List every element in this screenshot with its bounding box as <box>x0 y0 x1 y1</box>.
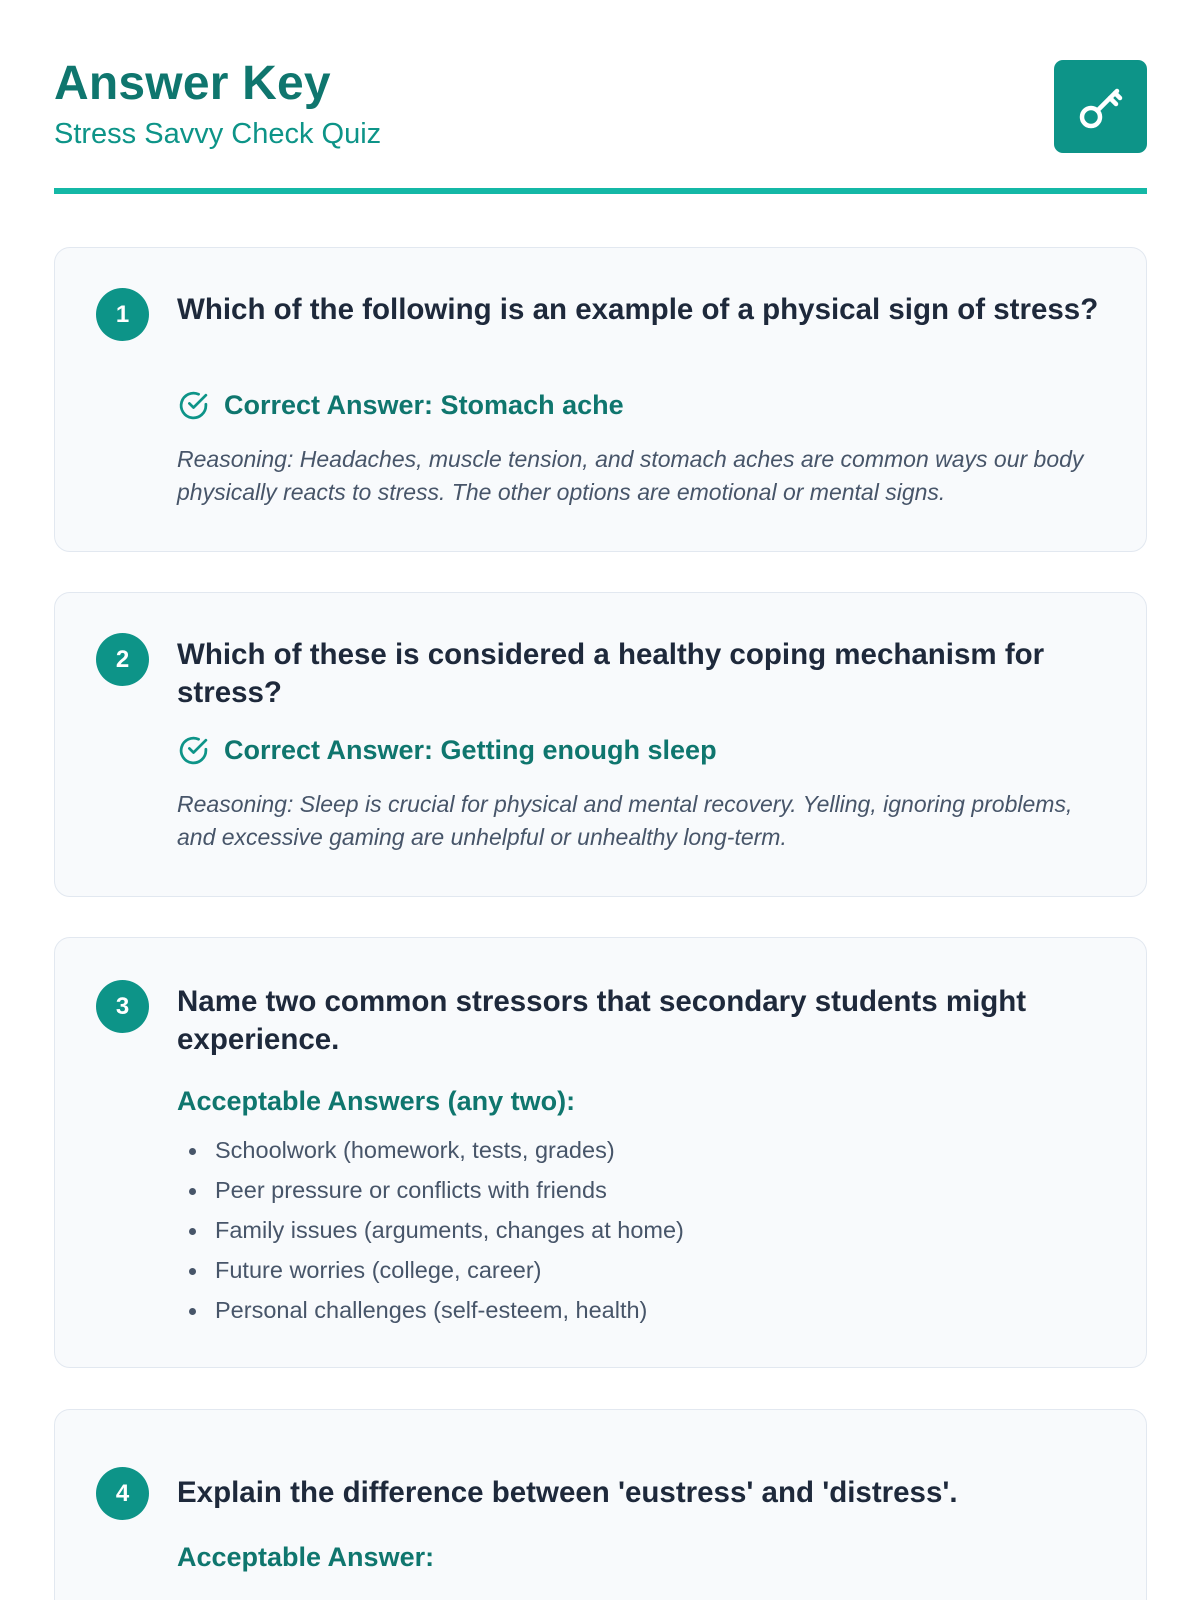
acceptable-answers-list <box>215 1130 684 1330</box>
correct-answer-row <box>177 389 624 422</box>
correct-answer: Correct Answer: Getting enough sleep <box>224 735 717 765</box>
answer-reasoning: Reasoning: Sleep is crucial for physical and mental recovery. Yelling, ignoring problems, and excessive gaming are unhelpful or unhealthy long-term. <box>177 791 1073 850</box>
question-card-1 <box>54 247 1147 552</box>
list-item: Personal challenges (self-esteem, health) <box>215 1290 684 1330</box>
list-item: Future worries (college, career) <box>215 1250 684 1290</box>
key-icon <box>1075 81 1127 133</box>
question-number-badge: 4 <box>96 1467 149 1520</box>
list-item: Family issues (arguments, changes at home) <box>215 1210 684 1250</box>
check-circle-icon <box>177 734 210 767</box>
question-number-badge: 2 <box>96 633 149 686</box>
answer-reasoning: Reasoning: Headaches, muscle tension, and stomach aches are common ways our body physically reacts to stress. The other options are emotional or mental signs. <box>177 446 1084 505</box>
acceptable-answer-label: Acceptable Answer: <box>177 1542 435 1572</box>
answer-key-page <box>54 0 1147 1572</box>
list-item: Peer pressure or conflicts with friends <box>215 1170 684 1210</box>
correct-answer: Correct Answer: Stomach ache <box>224 390 624 420</box>
correct-answer-row <box>177 734 717 767</box>
page-header <box>54 0 1147 194</box>
check-circle-icon <box>177 389 210 422</box>
question-text: Which of these is considered a healthy coping mechanism for stress? <box>177 638 1045 709</box>
question-card-4 <box>54 1409 1147 1600</box>
question-card-2 <box>54 592 1147 897</box>
question-number-badge: 3 <box>96 980 149 1033</box>
question-text: Which of the following is an example of a physical sign of stress? <box>177 293 1099 326</box>
acceptable-answers-label: Acceptable Answers (any two): <box>177 1086 576 1116</box>
question-text: Explain the difference between 'eustress' and 'distress'. <box>177 1476 958 1509</box>
question-number-badge: 1 <box>96 288 149 341</box>
list-item: Schoolwork (homework, tests, grades) <box>215 1130 684 1170</box>
question-text: Name two common stressors that secondary students might experience. <box>177 985 1027 1056</box>
question-card-3 <box>54 937 1147 1368</box>
page-title: Answer Key <box>54 57 331 110</box>
page-subtitle: Stress Savvy Check Quiz <box>54 118 382 150</box>
key-badge <box>1054 60 1147 153</box>
